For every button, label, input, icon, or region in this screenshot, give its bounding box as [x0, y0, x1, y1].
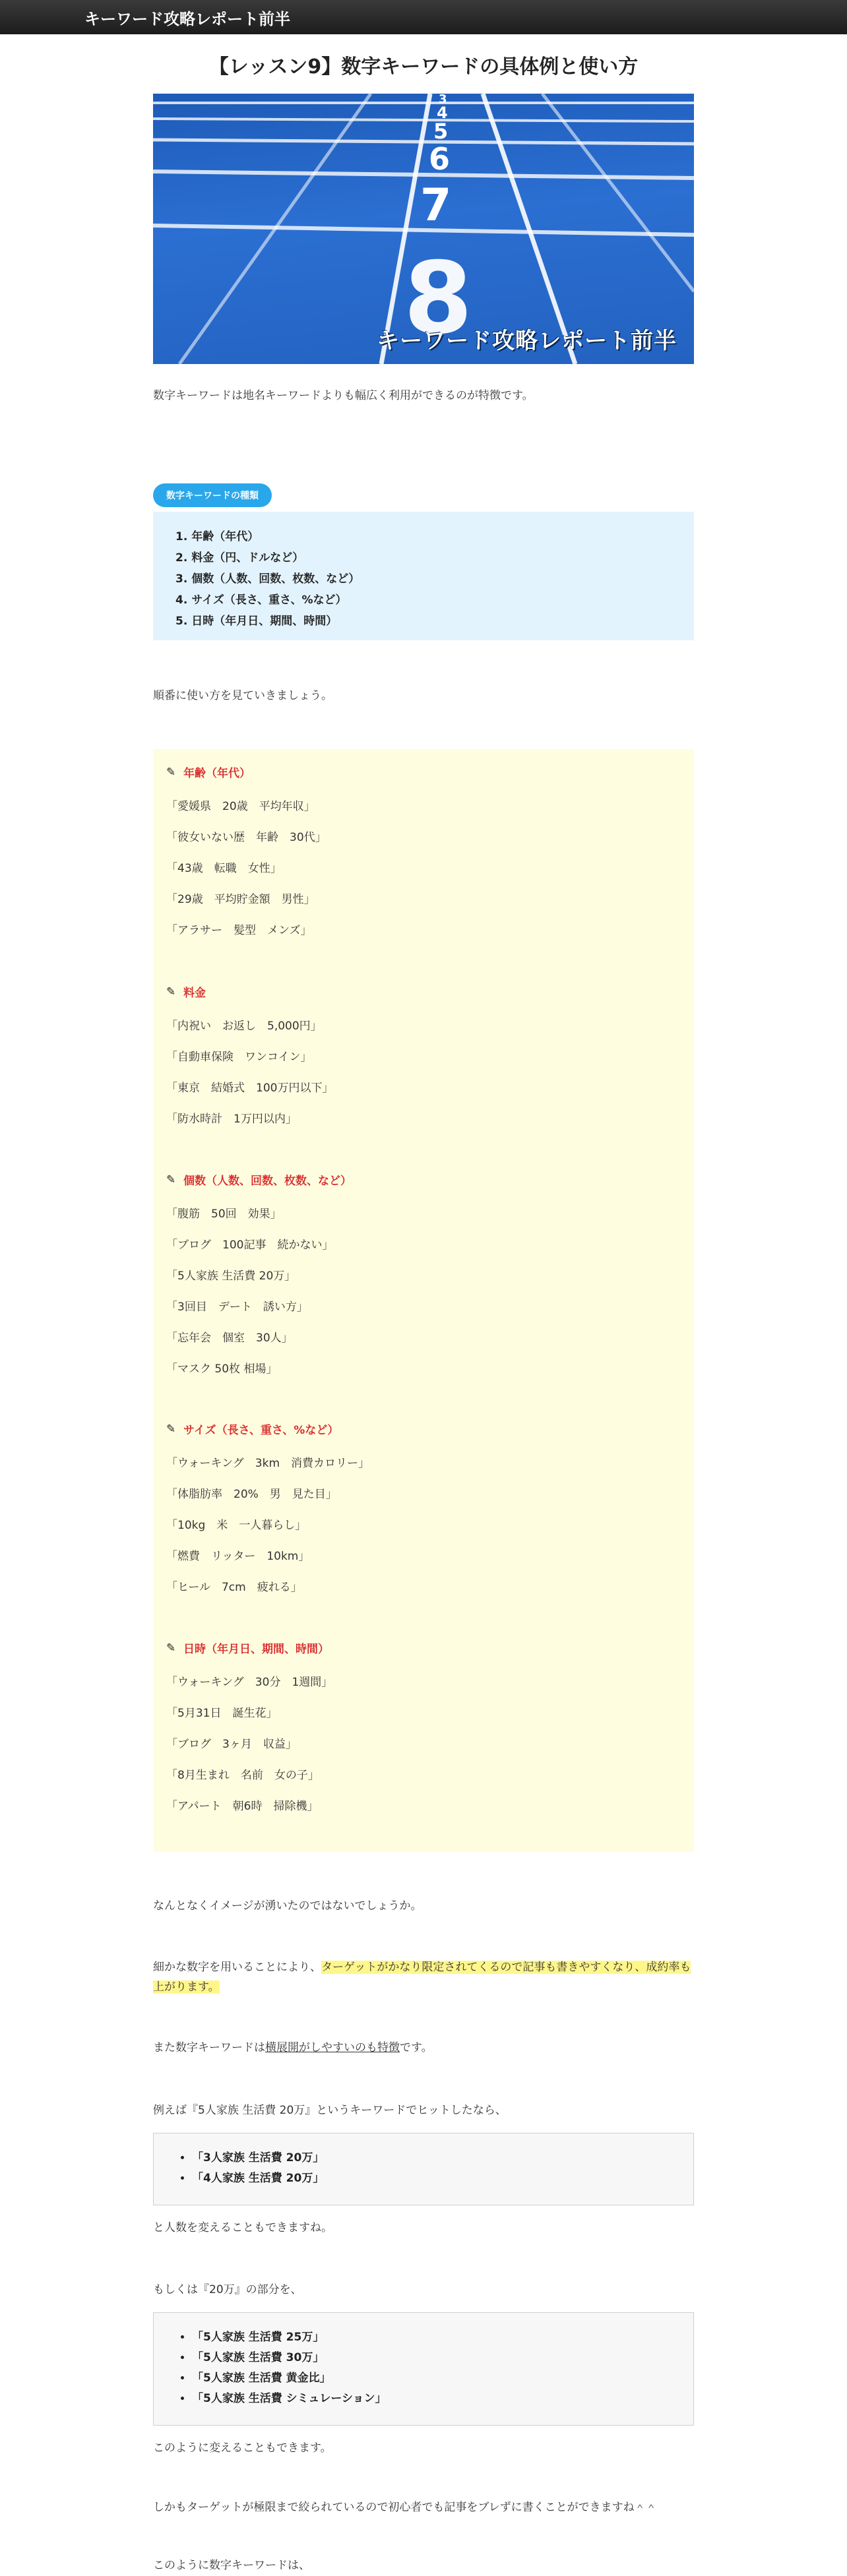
- edit-icon: ✎: [166, 1641, 176, 1655]
- example-item: 「体脂肪率 20% 男 見た目」: [166, 1488, 337, 1501]
- example-list-item: • 「5人家族 生活費 25万」: [192, 2327, 693, 2348]
- article: [153, 50, 694, 2572]
- paragraph: もしくは『20万』の部分を、: [153, 2283, 302, 2296]
- site-header: [0, 0, 847, 34]
- examples-box: [153, 749, 694, 1852]
- paragraph-text: です。: [400, 2041, 433, 2054]
- example-list: [154, 2313, 693, 2409]
- example-item: 「アパート 朝6時 掃除機」: [166, 1800, 319, 1813]
- lane-number: 5: [433, 119, 449, 144]
- paragraph-highlight: [153, 1958, 694, 1998]
- example-item: 「東京 結婚式 100万円以下」: [166, 1082, 334, 1095]
- types-box: [153, 512, 694, 640]
- types-item: 4. サイズ（長さ、重さ、%など）: [175, 594, 347, 607]
- example-item: 「愛媛県 20歳 平均年収」: [166, 800, 315, 813]
- paragraph: このように変えることもできます。: [153, 2441, 332, 2455]
- example-item: 「自動車保険 ワンコイン」: [166, 1051, 312, 1064]
- example-item: 「ブログ 100記事 続かない」: [166, 1239, 334, 1252]
- example-item: 「10kg 米 一人暮らし」: [166, 1519, 307, 1532]
- example-list-box: [153, 2133, 694, 2205]
- example-item: 「ヒール 7cm 疲れる」: [166, 1581, 302, 1594]
- section-heading-text: 日時（年月日、期間、時間）: [183, 1643, 329, 1656]
- lane-number: 3: [439, 94, 447, 106]
- types-item: 1. 年齢（年代）: [175, 530, 259, 543]
- types-item: 5. 日時（年月日、期間、時間）: [175, 615, 338, 628]
- lane-number: 7: [420, 179, 452, 231]
- example-list-item: • 「4人家族 生活費 20万」: [192, 2168, 693, 2189]
- example-item: 「5人家族 生活費 20万」: [166, 1270, 296, 1283]
- example-item: 「忘年会 個室 30人」: [166, 1332, 293, 1345]
- section-heading-text: 料金: [183, 987, 206, 1000]
- lead-paragraph: 順番に使い方を見ていきましょう。: [153, 689, 332, 702]
- example-list: [154, 2133, 693, 2189]
- section-heading-datetime: [166, 1640, 329, 1656]
- example-item: 「5月31日 誕生花」: [166, 1707, 278, 1720]
- types-tag: 数字キーワードの種類: [153, 483, 272, 507]
- section-heading-age: [166, 764, 251, 780]
- paragraph: なんとなくイメージが湧いたのではないでしょうか。: [153, 1899, 422, 1913]
- section-heading-text: 個数（人数、回数、枚数、など）: [183, 1175, 352, 1188]
- hero-caption: キーワード攻略レポート前半: [377, 328, 677, 354]
- example-list-item: • 「5人家族 生活費 黄金比」: [192, 2368, 693, 2389]
- paragraph: このように数字キーワードは、: [153, 2559, 310, 2572]
- example-list-item: • 「5人家族 生活費 シミュレーション」: [192, 2389, 693, 2409]
- hero-image: [153, 94, 694, 364]
- section-heading-price: [166, 983, 206, 1000]
- section-heading-text: サイズ（長さ、重さ、%など）: [183, 1424, 339, 1437]
- example-item: 「アラサー 髪型 メンズ」: [166, 924, 312, 937]
- paragraph-underline: [153, 2039, 694, 2058]
- edit-icon: ✎: [166, 765, 176, 779]
- section-heading-text: 年齢（年代）: [183, 767, 251, 780]
- example-item: 「防水時計 1万円以内」: [166, 1113, 297, 1126]
- section-heading-count: [166, 1171, 352, 1188]
- types-list: [175, 526, 694, 632]
- paragraph: 例えば『5人家族 生活費 20万』というキーワードでヒットしたなら、: [153, 2104, 507, 2117]
- page-title: 【レッスン9】数字キーワードの具体例と使い方: [208, 55, 639, 78]
- types-item: 3. 個数（人数、回数、枚数、など）: [175, 572, 360, 586]
- paragraph: しかもターゲットが極限まで絞られているので初心者でも記事をブレずに書くことができますね＾＾: [153, 2501, 657, 2514]
- lane-number: 8: [404, 241, 473, 356]
- edit-icon: ✎: [166, 1173, 176, 1186]
- example-item: 「43歳 転職 女性」: [166, 862, 282, 875]
- example-item: 「ウォーキング 3km 消費カロリー」: [166, 1457, 370, 1470]
- edit-icon: ✎: [166, 985, 176, 998]
- example-item: 「燃費 リッター 10km」: [166, 1550, 310, 1563]
- intro-paragraph: 数字キーワードは地名キーワードよりも幅広く利用ができるのが特徴です。: [153, 389, 534, 402]
- lane-number: 6: [429, 141, 451, 177]
- example-item: 「マスク 50枚 相場」: [166, 1363, 278, 1376]
- example-item: 「ウォーキング 30分 1週間」: [166, 1676, 333, 1689]
- underlined-text: 横展開がしやすいのも特徴: [265, 2041, 400, 2054]
- example-list-item: • 「5人家族 生活費 30万」: [192, 2348, 693, 2368]
- example-item: 「腹筋 50回 効果」: [166, 1208, 282, 1221]
- types-item: 2. 料金（円、ドルなど）: [175, 551, 304, 565]
- example-item: 「内祝い お返し 5,000円」: [166, 1020, 322, 1033]
- paragraph-text: 細かな数字を用いることにより、: [153, 1961, 321, 1974]
- section-heading-size: [166, 1421, 338, 1437]
- lane-number: 4: [437, 104, 448, 122]
- example-list-item: • 「3人家族 生活費 20万」: [192, 2148, 693, 2168]
- example-list-box: [153, 2312, 694, 2426]
- highlighted-text: ターゲットがかなり限定されてくるので記事も書きやすくなり、成約率も上がります。: [153, 1961, 691, 1994]
- paragraph: と人数を変えることもできますね。: [153, 2221, 332, 2234]
- example-item: 「29歳 平均貯金額 男性」: [166, 893, 315, 906]
- example-item: 「彼女いない歴 年齢 30代」: [166, 831, 327, 844]
- example-item: 「3回目 デート 誘い方」: [166, 1301, 308, 1314]
- site-title[interactable]: キーワード攻略レポート前半: [84, 9, 290, 28]
- example-item: 「ブログ 3ヶ月 収益」: [166, 1738, 297, 1751]
- edit-icon: ✎: [166, 1422, 176, 1436]
- paragraph-text: また数字キーワードは: [153, 2041, 265, 2054]
- example-item: 「8月生まれ 名前 女の子」: [166, 1769, 319, 1782]
